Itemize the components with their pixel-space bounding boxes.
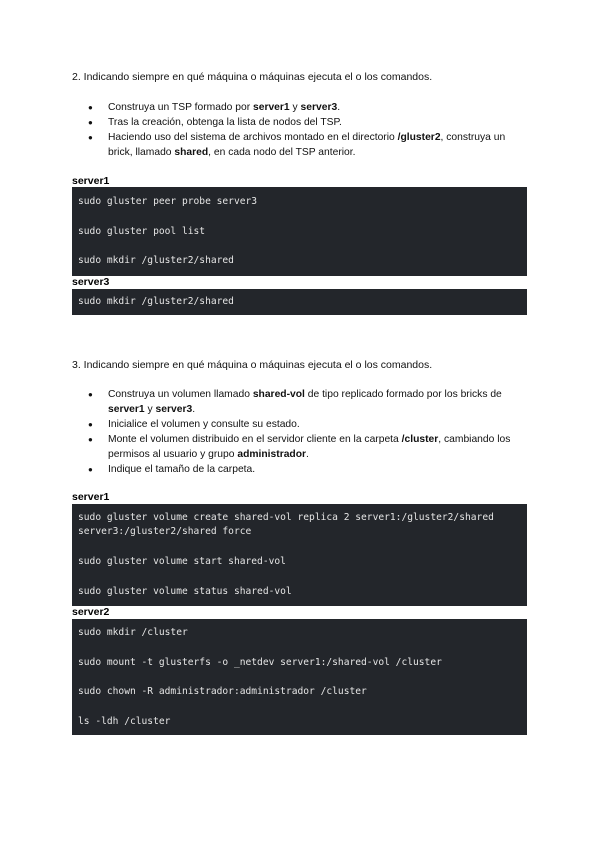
section-2-bullet-list — [72, 100, 532, 160]
section-3-bullet-1 — [72, 387, 532, 417]
text: Haciendo uso del sistema de archivos montado en el directorio — [108, 132, 398, 143]
code-line: sudo mkdir /gluster2/shared — [78, 296, 234, 307]
section-2-bullet-2: ● Tras la creación, obtenga la lista de nodos del TSP. — [72, 115, 532, 130]
section-3-title: 3. Indicando siempre en qué máquina o máquinas ejecuta el o los comandos. — [72, 359, 433, 371]
code-line: server3:/gluster2/shared force — [78, 526, 252, 537]
section-3-bullet-4: ● Indique el tamaño de la carpeta. — [72, 462, 532, 477]
section-2-server1-label: server1 — [72, 175, 110, 187]
section-2-server3-label: server3 — [72, 276, 110, 288]
section-2-server1-code[interactable] — [72, 187, 527, 276]
section-2-bullet-3 — [72, 130, 532, 160]
section-3-server1-code[interactable] — [72, 504, 527, 606]
text: Construya un TSP formado por — [108, 102, 253, 113]
text: y — [289, 102, 301, 113]
text: Construya un volumen llamado — [108, 389, 253, 400]
text: de tipo replicado formado por los bricks de — [304, 389, 502, 400]
code-line: sudo gluster volume start shared-vol — [78, 556, 286, 567]
bold-directory: /cluster — [401, 434, 439, 445]
text: . — [337, 102, 341, 113]
bold-user: administrador — [237, 449, 307, 460]
text: y — [144, 404, 156, 415]
bold-server1: server1 — [253, 102, 290, 113]
text: , cambiando los permisos al usuario y grupo — [108, 434, 511, 460]
section-3-server1-label: server1 — [72, 491, 110, 503]
section-3-server2-code[interactable] — [72, 619, 527, 735]
bold-directory: /gluster2 — [397, 132, 441, 143]
bold-server1: server1 — [108, 404, 145, 415]
text: , en cada nodo del TSP anterior. — [208, 147, 356, 158]
section-3-server2-label: server2 — [72, 606, 110, 618]
bold-server3: server3 — [155, 404, 193, 415]
code-line: sudo gluster volume create shared-vol replica 2 server1:/gluster2/shared — [78, 512, 494, 523]
bold-volume-name: shared-vol — [252, 389, 305, 400]
section-2-bullet-1 — [72, 100, 532, 115]
text: . — [306, 449, 309, 460]
section-2-title: 2. Indicando siempre en qué máquina o máquinas ejecuta el o los comandos. — [72, 71, 433, 83]
text: Monte el volumen distribuido en el servidor cliente en la carpeta — [108, 434, 402, 445]
section-2-server3-code[interactable] — [72, 289, 527, 315]
code-line: sudo gluster volume status shared-vol — [78, 586, 292, 597]
code-line: ls -ldh /cluster — [78, 716, 171, 727]
bold-brick-name: shared — [174, 147, 209, 158]
section-3-bullet-3 — [72, 432, 532, 462]
code-line: sudo mkdir /gluster2/shared — [78, 255, 234, 266]
text: . — [192, 404, 196, 415]
code-line: sudo gluster peer probe server3 — [78, 196, 258, 207]
code-line: sudo mount -t glusterfs -o _netdev server1:/shared-vol /cluster — [78, 657, 442, 668]
section-3-bullet-list — [72, 387, 532, 477]
code-line: sudo chown -R administrador:administrador /cluster — [78, 686, 367, 697]
code-line: sudo mkdir /cluster — [78, 627, 188, 638]
text: , construya un brick, llamado — [108, 132, 506, 158]
bold-server3: server3 — [300, 102, 338, 113]
code-line: sudo gluster pool list — [78, 226, 206, 237]
section-3-bullet-2: ● Inicialice el volumen y consulte su estado. — [72, 417, 532, 432]
